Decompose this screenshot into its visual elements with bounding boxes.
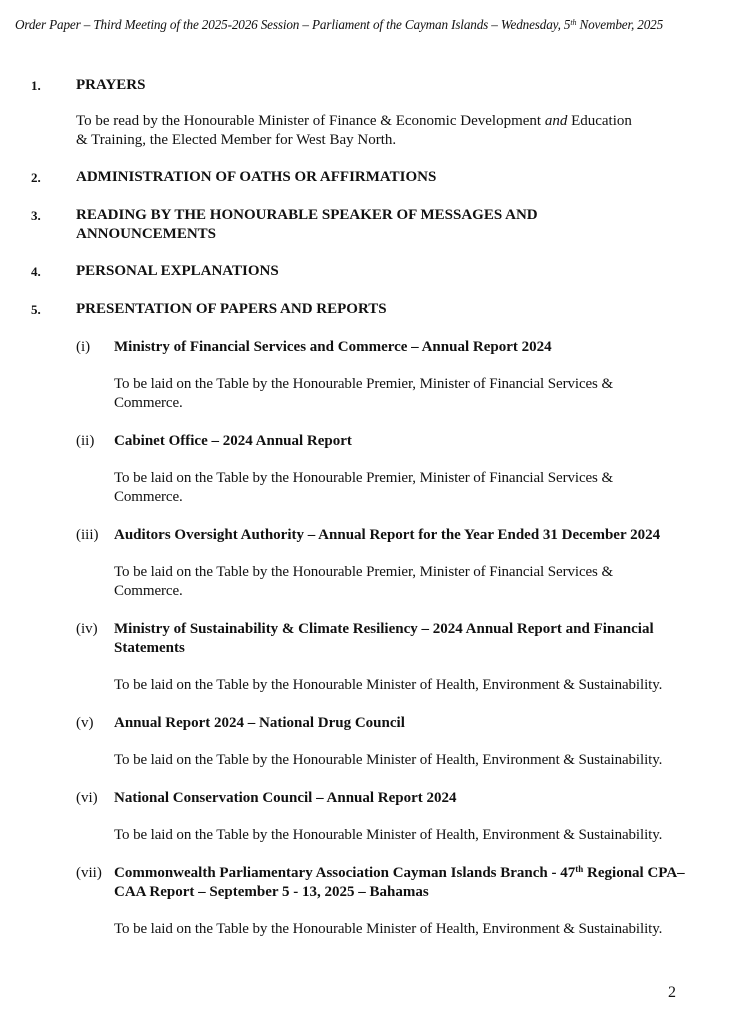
title-text: Regional CPA–CAA Report – September 5 - 13, 2025 – Bahamas	[114, 865, 685, 900]
item-number: 5.	[31, 302, 41, 317]
item-title: READING BY THE HONOURABLE SPEAKER OF MESSAGES AND ANNOUNCEMENTS	[76, 207, 538, 242]
paper-body: To be laid on the Table by the Honourable Minister of Health, Environment & Sustainability.	[114, 752, 663, 768]
paper-body: To be laid on the Table by the Honourable Minister of Health, Environment & Sustainability.	[114, 921, 663, 937]
item-title: ADMINISTRATION OF OATHS OR AFFIRMATIONS	[76, 169, 437, 185]
paper-number: (ii)	[76, 433, 95, 449]
body-italic-text: and	[544, 113, 568, 129]
paper-title	[114, 864, 714, 902]
header-text-end: November, 2025	[576, 17, 664, 32]
paper-number: (vii)	[76, 865, 102, 881]
paper-body: To be laid on the Table by the Honourable Premier, Minister of Financial Services & Commerce.	[114, 376, 614, 411]
paper-title: Auditors Oversight Authority – Annual Report for the Year Ended 31 December 2024	[114, 527, 661, 543]
paper-number: (iii)	[76, 527, 99, 543]
title-ordinal-suffix: th	[575, 864, 584, 874]
item-title: PRESENTATION OF PAPERS AND REPORTS	[76, 301, 387, 317]
item-number: 3.	[31, 208, 41, 223]
paper-body: To be laid on the Table by the Honourable Minister of Health, Environment & Sustainability.	[114, 827, 663, 843]
page-number: 2	[668, 984, 676, 1001]
body-text: To be read by the Honourable Minister of Finance & Economic Development	[76, 113, 545, 129]
paper-title: Ministry of Financial Services and Commerce – Annual Report 2024	[114, 339, 552, 355]
item-title: PRAYERS	[76, 77, 146, 93]
paper-number: (iv)	[76, 621, 98, 637]
header-ordinal-suffix: th	[570, 18, 577, 27]
paper-body: To be laid on the Table by the Honourable Premier, Minister of Financial Services & Commerce.	[114, 470, 614, 505]
paper-number: (i)	[76, 339, 91, 355]
running-header	[15, 17, 730, 33]
paper-body: To be laid on the Table by the Honourable Premier, Minister of Financial Services & Commerce.	[114, 564, 614, 599]
paper-number: (v)	[76, 715, 94, 731]
paper-number: (vi)	[76, 790, 98, 806]
item-title: PERSONAL EXPLANATIONS	[76, 263, 279, 279]
paper-title: National Conservation Council – Annual Report 2024	[114, 790, 457, 806]
paper-title: Ministry of Sustainability & Climate Resiliency – 2024 Annual Report and Financial Statements	[114, 621, 654, 656]
paper-title: Cabinet Office – 2024 Annual Report	[114, 433, 352, 449]
paper-body: To be laid on the Table by the Honourable Minister of Health, Environment & Sustainability.	[114, 677, 663, 693]
item-body	[76, 112, 636, 150]
item-number: 4.	[31, 264, 41, 279]
title-text: Commonwealth Parliamentary Association Cayman Islands Branch - 47	[114, 865, 576, 881]
body-text: Education & Training, the Elected Member for West Bay North.	[76, 113, 632, 148]
header-text: Order Paper – Third Meeting of the 2025-2026 Session – Parliament of the Cayman Islands – Wednesday, 5	[15, 17, 571, 32]
item-number: 1.	[31, 78, 41, 93]
item-number: 2.	[31, 170, 41, 185]
paper-title: Annual Report 2024 – National Drug Council	[114, 715, 405, 731]
